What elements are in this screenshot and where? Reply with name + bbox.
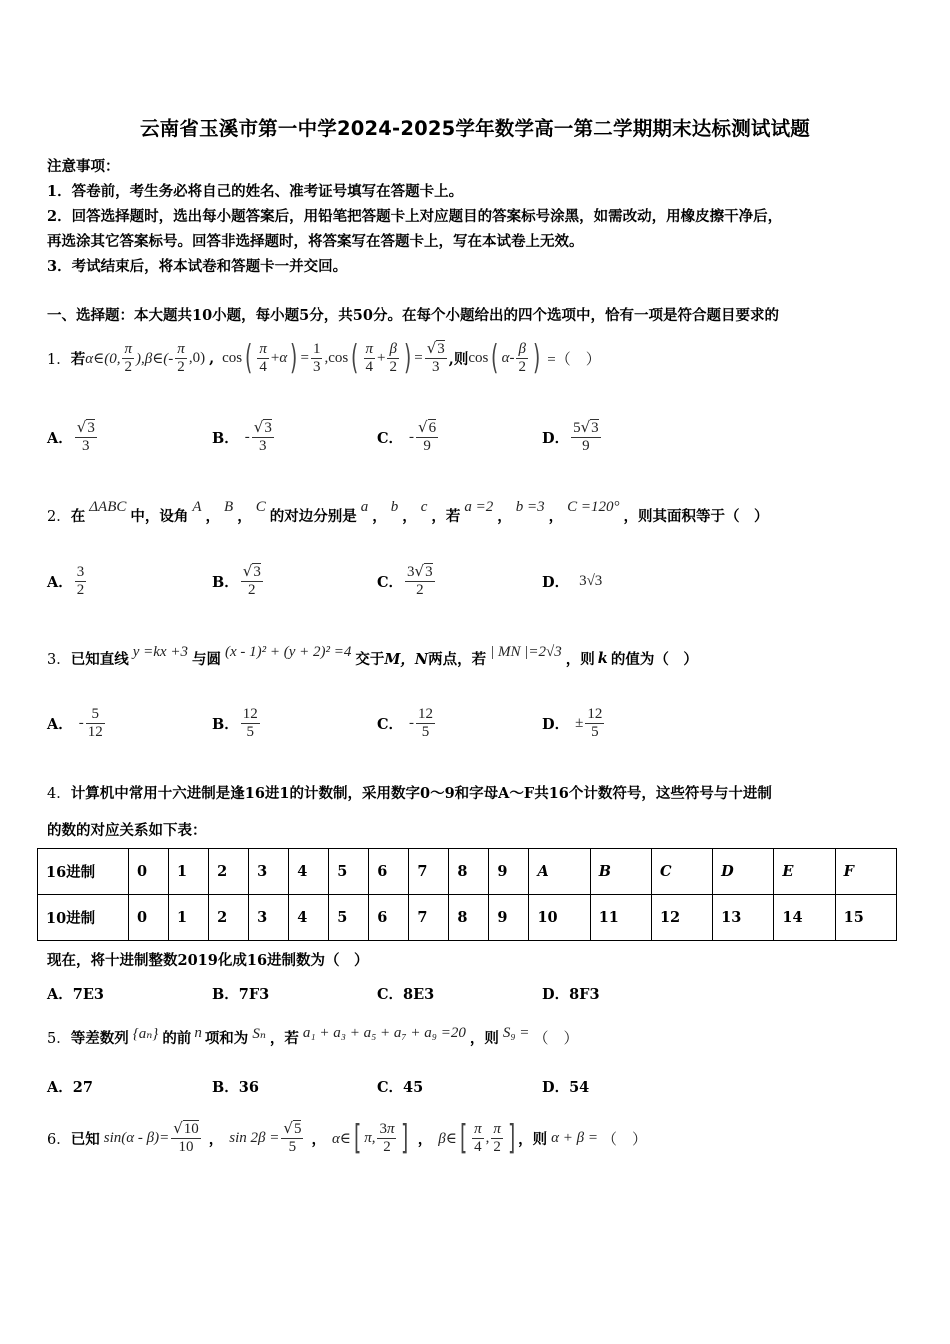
question-number: 6． bbox=[47, 1131, 71, 1148]
q4-option-d: D．8F3 bbox=[542, 986, 600, 1003]
question-text: ，则 bbox=[469, 1029, 499, 1047]
math-sequence: {aₙ} bbox=[132, 1025, 159, 1042]
math-alpha-range: α∈(0, bbox=[85, 350, 121, 367]
table-cell: 3 bbox=[249, 895, 289, 941]
question-1: 1． 若 α∈(0, $\frac{\pi}{2}$ ),β∈(- $\frac{\pi}{2}$ ,0) , cos ( $\frac{\pi}{4}$ + α ) = $\frac{1}{3}$ ,cos ( $\frac{\pi}{4}$ + $\frac{\beta}{2}$ ) = $\frac{√3}{3}$ ,则 cos ( α - $\frac{\beta}{2}$ ) =（ ） bbox=[47, 338, 601, 378]
option-label: B． bbox=[212, 715, 239, 733]
notice-item-3: 3．考试结束后，将本试卷和答题卡一并交回。 bbox=[47, 258, 348, 275]
q3-option-a: A． - $\frac{5}{12}$ bbox=[47, 705, 103, 740]
question-text: ，若 bbox=[431, 507, 461, 525]
fraction-sqrt10-10: $\frac{√10}{10}$ bbox=[173, 1119, 199, 1155]
fraction-beta-2: $\frac{\beta}{2}$ bbox=[518, 340, 526, 375]
option-label: A． bbox=[47, 429, 73, 447]
table-cell: 0 bbox=[129, 895, 169, 941]
table-cell: 9 bbox=[489, 849, 529, 895]
option-value: $\frac{12}{5}$ bbox=[587, 705, 603, 740]
fraction-pi-2: $\frac{\pi}{2}$ bbox=[493, 1120, 501, 1155]
option-label: A． bbox=[47, 573, 73, 591]
option-value: $\frac{12}{5}$ bbox=[242, 705, 258, 740]
q1-option-b: B． - $\frac{√3}{3}$ bbox=[212, 418, 272, 454]
table-cell: F bbox=[835, 849, 896, 895]
math-triangle: ΔABC bbox=[89, 498, 127, 515]
question-text: 的前 bbox=[162, 1029, 192, 1047]
math-cos: cos bbox=[468, 349, 489, 366]
fraction-sqrt5-5: $\frac{√5}{5}$ bbox=[283, 1119, 302, 1155]
q2-option-a bbox=[47, 556, 88, 606]
question-text: 与圆 bbox=[191, 650, 221, 668]
question-text: ，若 bbox=[269, 1029, 299, 1047]
option-value: $\frac{√3}{2}$ bbox=[242, 562, 261, 598]
table-cell: 6 bbox=[369, 895, 409, 941]
question-text: 项和为 bbox=[204, 1029, 249, 1047]
math-angle-c: C bbox=[255, 498, 266, 515]
option-value: $\frac{3√3}{2}$ bbox=[407, 562, 433, 598]
table-cell: 6 bbox=[369, 849, 409, 895]
question-text: ，则 bbox=[565, 650, 595, 668]
option-value: $\frac{√3}{3}$ bbox=[253, 418, 272, 454]
q4-option-c: C．8E3 bbox=[377, 986, 435, 1003]
math-angle-b: B bbox=[224, 498, 234, 515]
table-row bbox=[38, 895, 897, 941]
option-value: $\frac{5√3}{9}$ bbox=[573, 418, 599, 454]
q2-option-d bbox=[542, 556, 602, 606]
question-text: 已知直线 bbox=[70, 650, 129, 668]
table-cell: 3 bbox=[249, 849, 289, 895]
table-cell: 15 bbox=[835, 895, 896, 941]
table-cell: 2 bbox=[209, 895, 249, 941]
question-text: ，则其面积等于（ ） bbox=[623, 507, 769, 525]
question-text: 的对边分别是 bbox=[269, 507, 357, 525]
table-cell: 14 bbox=[774, 895, 835, 941]
q1-option-c: C． - $\frac{√6}{9}$ bbox=[377, 418, 437, 454]
math-target: α + β = bbox=[551, 1129, 598, 1146]
math-condition-b: b =3 bbox=[515, 498, 545, 515]
question-tail: =（ ） bbox=[547, 351, 601, 368]
q5-option-d: D．54 bbox=[542, 1079, 590, 1096]
math-line: y =kx +3 bbox=[132, 643, 188, 660]
math-points: M，N bbox=[384, 650, 429, 668]
fraction-pi-4: $\frac{\pi}{4}$ bbox=[365, 340, 374, 375]
fraction-pi-2: $\frac{\pi}{2}$ bbox=[124, 340, 132, 375]
question-text: ，则 bbox=[518, 1130, 548, 1148]
question-text: 的值为（ ） bbox=[610, 650, 698, 668]
math-angle-a: A bbox=[192, 498, 202, 515]
notice-item-1: 1．答卷前，考生务必将自己的姓名、准考证号填写在答题卡上。 bbox=[47, 183, 464, 200]
fraction-pi-4: $\frac{\pi}{4}$ bbox=[259, 340, 267, 375]
fraction-sqrt3-3: $\frac{√3}{3}$ bbox=[426, 339, 445, 375]
q4-option-a: A．7E3 bbox=[47, 986, 104, 1003]
question-text: 在 bbox=[70, 507, 86, 525]
hex-table bbox=[37, 848, 897, 941]
table-cell: 0 bbox=[129, 849, 169, 895]
math-condition: a₁ + a₃ + a₅ + a₇ + a₉ =20 bbox=[302, 1024, 466, 1041]
notice-item-2: 2．回答选择题时，选出每小题答案后，用铅笔把答题卡上对应题目的答案标号涂黑，如需改动，用橡皮擦干净后， bbox=[47, 208, 783, 225]
option-label: C． bbox=[377, 429, 404, 447]
fraction-pi-4: $\frac{\pi}{4}$ bbox=[474, 1120, 482, 1155]
table-cell: 13 bbox=[713, 895, 774, 941]
table-cell: 11 bbox=[590, 895, 651, 941]
table-row bbox=[38, 849, 897, 895]
math-cos: ,cos bbox=[324, 349, 349, 366]
page-title: 云南省玉溪市第一中学2024-2025学年数学高一第二学期期末达标测试试题 bbox=[139, 117, 811, 140]
option-value: 3√3 bbox=[579, 572, 603, 589]
option-label: C． bbox=[377, 573, 404, 591]
question-number: 2． bbox=[47, 508, 71, 525]
math-eq: = bbox=[414, 349, 423, 366]
q5-option-c: C．45 bbox=[377, 1079, 424, 1096]
question-number: 1． bbox=[47, 351, 71, 368]
table-cell: 8 bbox=[449, 849, 489, 895]
fraction-1-3: $\frac{1}{3}$ bbox=[312, 340, 321, 375]
question-text: 中，设角 bbox=[130, 507, 189, 525]
fraction-pi-2: $\frac{\pi}{2}$ bbox=[177, 340, 185, 375]
table-cell: 1 bbox=[169, 849, 209, 895]
fraction-beta-2: $\frac{\beta}{2}$ bbox=[389, 340, 397, 375]
table-cell: 5 bbox=[329, 849, 369, 895]
table-cell: C bbox=[651, 849, 712, 895]
math-chord: | MN |=2√3 bbox=[490, 643, 562, 660]
question-number: 5． bbox=[47, 1030, 71, 1047]
math-sn: Sₙ bbox=[252, 1025, 266, 1042]
table-cell: 8 bbox=[449, 895, 489, 941]
option-label: C． bbox=[377, 715, 404, 733]
q3-option-c: C． - $\frac{12}{5}$ bbox=[377, 705, 434, 740]
notice-heading: 注意事项： bbox=[47, 158, 120, 175]
question-4 bbox=[47, 782, 772, 803]
question-5 bbox=[47, 1022, 578, 1052]
math-beta-range: ),β∈(- bbox=[135, 350, 174, 367]
q1-option-d bbox=[542, 412, 603, 462]
option-label: B． bbox=[212, 573, 239, 591]
math-side-c: c bbox=[420, 498, 428, 515]
question-4-cont: 的数的对应关系如下表： bbox=[47, 822, 207, 839]
table-cell: A bbox=[529, 849, 590, 895]
table-cell: 7 bbox=[409, 895, 449, 941]
table-cell: 12 bbox=[651, 895, 712, 941]
question-3 bbox=[47, 643, 698, 673]
q4-option-b: B．7F3 bbox=[212, 986, 270, 1003]
table-cell: 16进制 bbox=[38, 849, 129, 895]
table-cell: 7 bbox=[409, 849, 449, 895]
section-heading: 一、选择题：本大题共10小题，每小题5分，共50分。在每个小题给出的四个选项中，恰有一项是符合题目要求的 bbox=[47, 307, 779, 324]
option-value: $\frac{√3}{3}$ bbox=[76, 418, 95, 454]
table-cell: 10 bbox=[529, 895, 590, 941]
option-label: D． bbox=[542, 715, 570, 733]
table-cell: 9 bbox=[489, 895, 529, 941]
q1-option-a bbox=[47, 412, 99, 462]
q2-option-b bbox=[212, 556, 265, 606]
q3-option-d: D． ± $\frac{12}{5}$ bbox=[542, 705, 603, 740]
math-k: k bbox=[597, 649, 608, 667]
math-side-a: a bbox=[360, 498, 369, 515]
math-alpha-interval: α∈ bbox=[331, 1130, 351, 1147]
table-cell: D bbox=[713, 849, 774, 895]
option-value: $\frac{√6}{9}$ bbox=[418, 418, 437, 454]
table-cell: 10进制 bbox=[38, 895, 129, 941]
q5-option-a: A．27 bbox=[47, 1079, 93, 1096]
question-4-ask: 现在，将十进制整数2019化成16进制数为（ ） bbox=[47, 952, 369, 969]
option-label: D． bbox=[542, 429, 570, 447]
table-cell: 4 bbox=[289, 849, 329, 895]
math-condition-a: a =2 bbox=[464, 498, 494, 515]
question-tail: （ ） bbox=[533, 1030, 579, 1047]
math-sin-diff: sin(α - β)= bbox=[103, 1129, 170, 1146]
q5-option-b: B．36 bbox=[212, 1079, 259, 1096]
table-cell: 5 bbox=[329, 895, 369, 941]
math-circle: (x - 1)² + (y + 2)² =4 bbox=[224, 643, 352, 660]
table-cell: 4 bbox=[289, 895, 329, 941]
fraction-3pi-2: $\frac{3\pi}{2}$ bbox=[379, 1120, 395, 1155]
table-cell: E bbox=[774, 849, 835, 895]
math-condition-c: C =120° bbox=[567, 498, 620, 515]
question-text: 交于 bbox=[355, 650, 385, 668]
question-2: 2． 在 ΔABC 中，设角 A ， B ， C 的对边分别是 a ， b ， c ，若 a =2 ， b =3 ， C =120° ，则其面积等于（ ） bbox=[47, 498, 769, 525]
math-sin-2beta: sin 2β = bbox=[229, 1129, 280, 1146]
question-number: 3． bbox=[47, 651, 71, 668]
question-text: 等差数列 bbox=[70, 1029, 129, 1047]
math-beta-interval: β∈ bbox=[438, 1130, 457, 1147]
question-text: ,则 bbox=[448, 350, 469, 368]
math-cos: cos bbox=[222, 349, 243, 366]
notice-item-2-cont: 再选涂其它答案标号。回答非选择题时，将答案写在答题卡上，写在本试卷上无效。 bbox=[47, 233, 584, 250]
question-tail: （ ） bbox=[601, 1131, 647, 1148]
option-label: D． bbox=[542, 573, 570, 591]
math-close: ,0) bbox=[188, 349, 206, 366]
question-text: 计算机中常用十六进制是逢16进1的计数制，采用数字0～9和字母A～F共16个计数符号，这些符号与十进制 bbox=[70, 785, 772, 802]
question-6: 6． 已知 sin(α - β)= $\frac{√10}{10}$ ， sin 2β = $\frac{√5}{5}$ ， α∈ [ π, $\frac{3\pi}{2}$ ] ， β∈ [ $\frac{\pi}{4}$ , $\frac{\pi}{2}$ ] ，则 α + β = （ ） bbox=[47, 1118, 647, 1158]
q3-option-b bbox=[212, 698, 262, 748]
question-text: 已知 bbox=[70, 1130, 100, 1148]
q2-option-c bbox=[377, 556, 437, 606]
math-eq: = bbox=[300, 349, 309, 366]
option-value: $\frac{12}{5}$ bbox=[418, 705, 434, 740]
table-cell: B bbox=[590, 849, 651, 895]
question-text: 两点，若 bbox=[428, 650, 487, 668]
question-number: 4． bbox=[47, 786, 71, 802]
option-label: B． bbox=[212, 429, 239, 447]
math-s9: S₉ = bbox=[502, 1024, 530, 1041]
table-cell: 1 bbox=[169, 895, 209, 941]
table-cell: 2 bbox=[209, 849, 249, 895]
option-value: $\frac{5}{12}$ bbox=[87, 705, 103, 740]
math-side-b: b bbox=[390, 498, 399, 515]
question-text: 若 bbox=[70, 350, 86, 368]
math-n: n bbox=[194, 1024, 202, 1041]
option-value: $\frac{3}{2}$ bbox=[76, 563, 85, 598]
option-label: A． bbox=[47, 715, 73, 733]
